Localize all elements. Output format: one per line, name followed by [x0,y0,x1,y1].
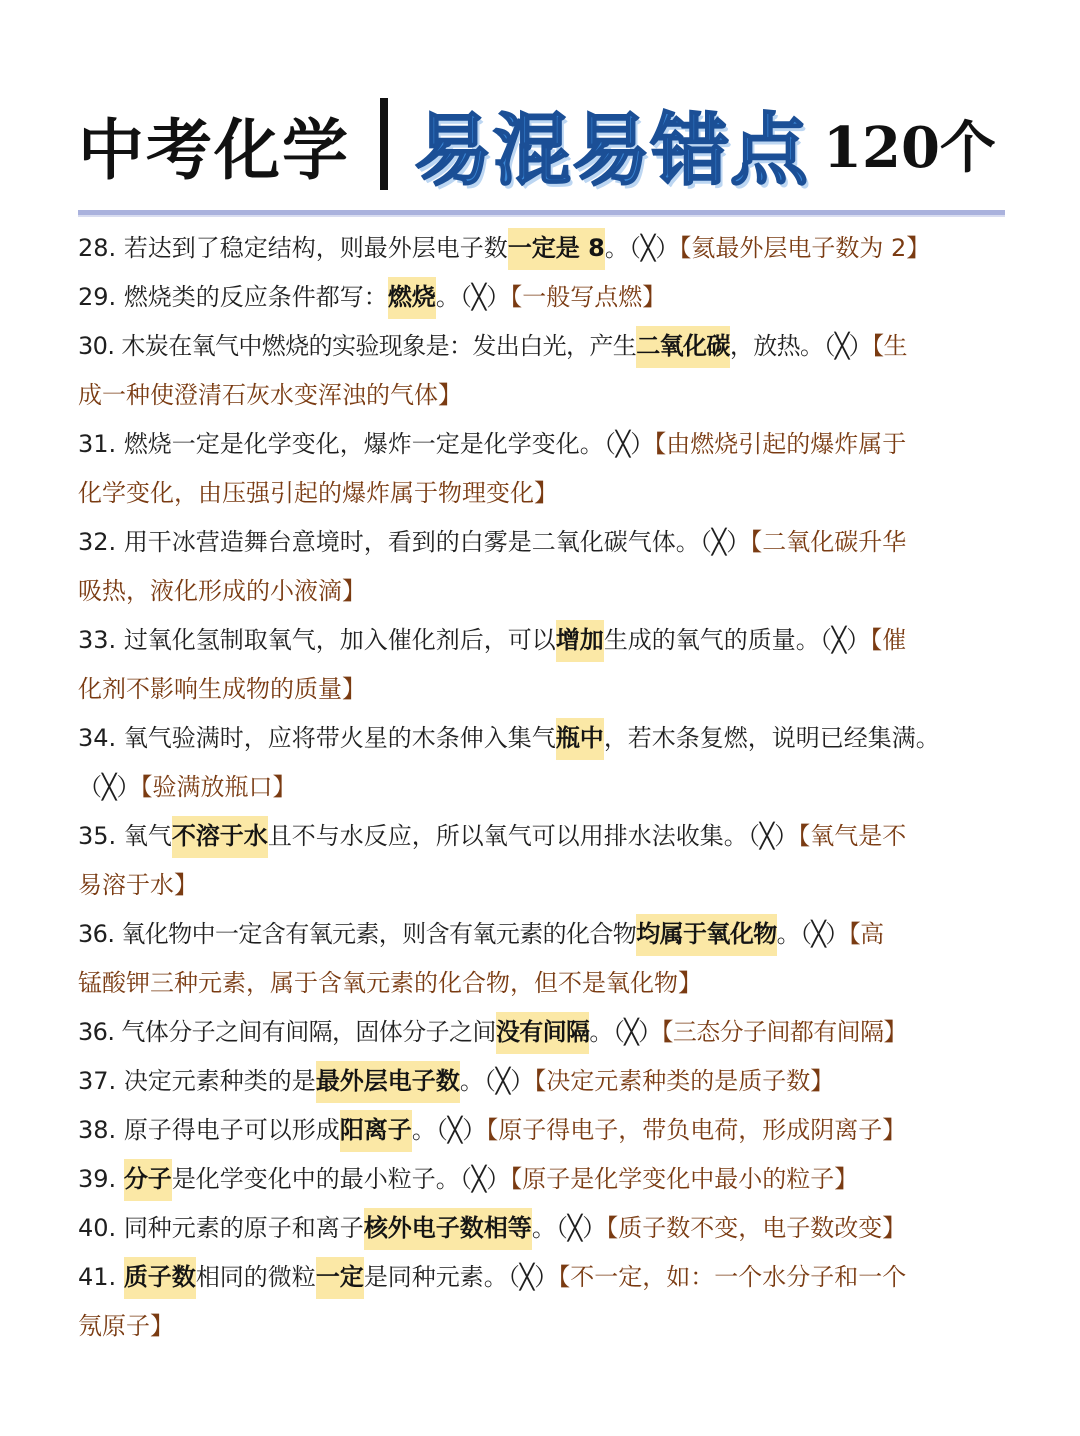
list-item [78,1204,1008,1253]
item-note: 【氧气是不 [798,822,907,850]
item-note: 【一般写点燃】 [510,283,667,311]
list-item [78,518,1008,567]
item-text: 。 [411,1116,436,1144]
list-item [78,616,1008,665]
item-number: 32. [78,528,117,556]
item-text: 是同种元素。 [363,1263,508,1291]
item-text: 是化学变化中的最小粒子。 [171,1165,460,1193]
item-note: 锰酸钾三种元素，属于含氧元素的化合物，但不是氧化物】 [78,969,702,997]
list-item-continuation [78,1302,1008,1351]
item-text: 若达到了稳定结构，则最外层电子数 [123,234,508,262]
item-number: 35. [78,822,117,850]
list-item [78,322,1008,371]
item-highlight: 增加 [556,620,604,662]
item-note: 成一种使澄清石灰水变浑浊的气体】 [78,381,462,409]
item-note: 【决定元素种类的是质子数】 [534,1067,835,1095]
wrong-mark: （╳） [483,1067,535,1095]
item-note: 化学变化，由压强引起的爆炸属于物理变化】 [78,479,558,507]
item-number: 38. [78,1116,117,1144]
item-highlight: 质子数 [124,1257,196,1299]
wrong-mark: （╳） [747,822,799,850]
wrong-mark: （╳） [459,283,511,311]
item-text: 。 [604,234,629,262]
item-highlight: 均属于氧化物 [636,914,776,956]
item-note: 【不一定，如：一个水分子和一个 [558,1263,907,1291]
item-note: 【原子是化学变化中最小的粒子】 [510,1165,859,1193]
item-number: 29. [78,283,117,311]
list-item [78,1155,1008,1204]
item-note: 化剂不影响生成物的质量】 [78,675,366,703]
list-item [78,273,1008,322]
item-text: 燃烧一定是化学变化，爆炸一定是化学变化。 [123,430,604,458]
wrong-mark: （╳） [459,1165,511,1193]
item-number: 36. [78,1018,115,1046]
list-item [78,224,1008,273]
item-text: 原子得电子可以形成 [123,1116,340,1144]
item-highlight: 阳离子 [340,1110,412,1152]
item-highlight: 不溶于水 [172,816,268,858]
item-note: 吸热，液化形成的小液滴】 [78,577,366,605]
item-text: 氧气验满时，应将带火星的木条伸入集气 [123,724,556,752]
item-highlight: 瓶中 [556,718,604,760]
item-text: 过氧化氢制取氧气，加入催化剂后，可以 [123,626,556,654]
item-text: 。 [459,1067,484,1095]
wrong-mark: （╳） [628,234,680,262]
list-item [78,420,1008,469]
item-text: 。 [589,1018,613,1046]
item-text: 相同的微粒 [195,1263,316,1291]
item-number: 39. [78,1165,117,1193]
item-note: 氖原子】 [78,1312,174,1340]
item-number: 41. [78,1263,117,1291]
wrong-mark: （╳） [800,920,849,948]
item-number: 31. [78,430,117,458]
item-text: ，放热。 [729,332,824,360]
item-number: 28. [78,234,117,262]
item-note: 【原子得电子，带负电荷，形成阴离子】 [486,1116,907,1144]
item-highlight: 一定是 8 [508,228,605,270]
item-note: 【验满放瓶口】 [140,773,297,801]
item-number: 37. [78,1067,117,1095]
item-note: 【由燃烧引起的爆炸属于 [654,430,907,458]
item-note: 【催 [870,626,907,654]
list-item-continuation [78,959,1008,1008]
wrong-mark: （╳） [823,332,873,360]
item-note: 【二氧化碳升华 [750,528,907,556]
item-highlight: 一定 [316,1257,364,1299]
item-number: 40. [78,1214,117,1242]
item-text: 用干冰营造舞台意境时，看到的白雾是二氧化碳气体。 [123,528,700,556]
item-text: 。 [776,920,801,948]
list-item [78,812,1008,861]
title-separator [380,98,388,190]
wrong-mark: （╳） [612,1018,662,1046]
wrong-mark: （╳） [699,528,751,556]
title-subject: 中考化学 [78,110,350,189]
page-header [78,84,1008,204]
item-text: 决定元素种类的是 [123,1067,316,1095]
item-highlight: 核外电子数相等 [364,1208,532,1250]
item-text: 燃烧类的反应条件都写： [123,283,388,311]
item-text: 气体分子之间有间隔，固体分子之间 [121,1018,496,1046]
list-item [78,1057,1008,1106]
item-note: 【三态分子间都有间隔】 [661,1018,907,1046]
item-highlight: 最外层电子数 [316,1061,460,1103]
item-text: 且不与水反应，所以氧气可以用排水法收集。 [267,822,748,850]
wrong-mark: （╳） [603,430,655,458]
item-note: 【氦最外层电子数为 2】 [679,234,931,262]
item-text: 。 [531,1214,556,1242]
title-count: 120个 [823,115,996,181]
header-divider [78,210,1005,215]
list-item-continuation [78,469,1008,518]
list-item-continuation [78,763,1008,812]
list-item [78,714,1008,763]
item-list [78,224,1008,1351]
wrong-mark: （╳） [435,1116,487,1144]
item-note: 【质子数不变，电子数改变】 [606,1214,907,1242]
list-item-continuation [78,371,1008,420]
list-item [78,910,1008,959]
wrong-mark: （╳） [507,1263,559,1291]
list-item [78,1008,1008,1057]
item-number: 36. [78,920,115,948]
item-text: 氧气 [123,822,172,850]
item-number: 30. [78,332,115,360]
list-item [78,1253,1008,1302]
item-text: 同种元素的原子和离子 [123,1214,364,1242]
item-text: 木炭在氧气中燃烧的实验现象是：发出白光，产生 [121,332,637,360]
item-note: 易溶于水】 [78,871,198,899]
wrong-mark: （╳） [78,773,141,801]
wrong-mark: （╳） [819,626,871,654]
item-note: 【高 [848,920,884,948]
item-text: 氧化物中一定含有氧元素，则含有氧元素的化合物 [121,920,637,948]
item-text: 生成的氧气的质量。 [603,626,820,654]
item-highlight: 燃烧 [388,277,436,319]
item-highlight: 分子 [124,1159,172,1201]
item-text: ，若木条复燃，说明已经集满。 [603,724,940,752]
wrong-mark: （╳） [555,1214,607,1242]
item-note: 【生 [872,332,907,360]
item-highlight: 没有间隔 [496,1012,590,1054]
item-text: 。 [435,283,460,311]
title-main: 易混易错点 [414,106,810,196]
list-item [78,1106,1008,1155]
item-highlight: 二氧化碳 [636,326,730,368]
item-number: 33. [78,626,117,654]
item-number: 34. [78,724,117,752]
list-item-continuation [78,665,1008,714]
list-item-continuation [78,567,1008,616]
list-item-continuation [78,861,1008,910]
